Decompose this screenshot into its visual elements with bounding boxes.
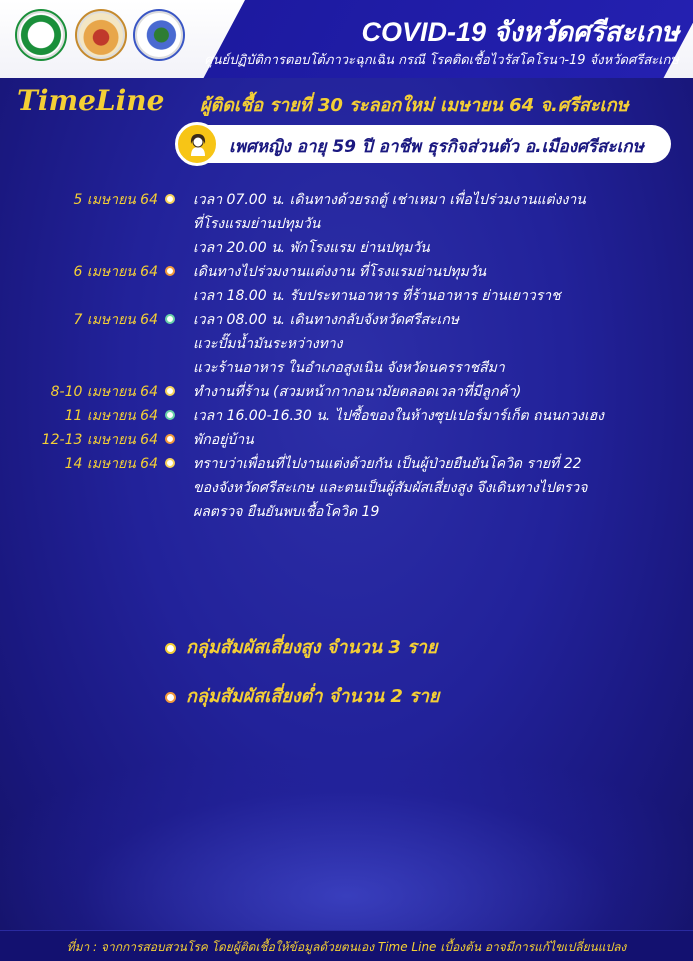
timeline-event-text: เวลา 08.00 น. เดินทางกลับจังหวัดศรีสะเกษ <box>193 312 460 328</box>
timeline-event-text: ทราบว่าเพื่อนที่ไปงานแต่งด้วยกัน เป็นผู้ป่วยยืนยันโควิด รายที่ 22 <box>193 456 582 472</box>
header-subtitle: ศูนย์ปฏิบัติการตอบโต้ภาวะฉุกเฉิน กรณี โรคติดเชื้อไวรัสโคโรนา-19 จังหวัดศรีสะเกษ <box>204 53 679 68</box>
timeline-row <box>0 210 693 234</box>
timeline-row <box>0 474 693 498</box>
timeline-event-text: ของจังหวัดศรีสะเกษ และตนเป็นผู้สัมผัสเสี่ยงสูง จึงเดินทางไปตรวจ <box>193 480 588 496</box>
low-risk-summary <box>165 681 439 710</box>
timeline-event-text: เวลา 07.00 น. เดินทางด้วยรถตู้ เช่าเหมา เพื่อไปร่วมงานแต่งงาน <box>193 192 586 208</box>
timeline-event-text: เวลา 16.00-16.30 น. ไปซื้อของในห้างซุปเปอร์มาร์เก็ต ถนนกวงเฮง <box>193 408 605 424</box>
timeline-date: 14 เมษายน 64 <box>64 456 158 472</box>
timeline-event-text: แวะร้านอาหาร ในอำเภอสูงเนิน จังหวัดนครราชสีมา <box>193 360 505 376</box>
timeline-date: 5 เมษายน 64 <box>73 192 158 208</box>
footer-source-note: ที่มา : จากการสอบสวนโรค โดยผู้ติดเชื้อให้ข้อมูลด้วยตนเอง Time Line เบื้องต้น อาจมีการแก้ไขเปลี่ยนแปลง <box>66 940 627 954</box>
timeline-dot-icon <box>165 194 175 204</box>
header-title: COVID-19 จังหวัดศรีสะเกษ <box>361 17 679 47</box>
timeline-dot-icon <box>165 458 175 468</box>
timeline-event-text: เวลา 18.00 น. รับประทานอาหาร ที่ร้านอาหาร ย่านเยาวราช <box>193 288 561 304</box>
timeline-list <box>0 186 693 522</box>
timeline-dot-icon <box>165 266 175 276</box>
timeline-row <box>0 282 693 306</box>
timeline-label: TimeLine <box>17 84 165 117</box>
timeline-row <box>0 186 693 210</box>
timeline-row <box>0 306 693 330</box>
timeline-dot-icon <box>165 434 175 444</box>
timeline-date: 8-10 เมษายน 64 <box>50 384 158 400</box>
high-risk-text: กลุ่มสัมผัสเสี่ยงสูง จำนวน 3 ราย <box>186 637 438 658</box>
timeline-event-text: ผลตรวจ ยืนยันพบเชื้อโควิด 19 <box>193 504 380 520</box>
timeline-event-text: เดินทางไปร่วมงานแต่งงาน ที่โรงแรมย่านปทุมวัน <box>193 264 487 280</box>
timeline-row <box>0 378 693 402</box>
timeline-date: 7 เมษายน 64 <box>73 312 158 328</box>
header-bar <box>0 0 693 78</box>
timeline-dot-icon <box>165 314 175 324</box>
high-risk-summary <box>165 632 437 661</box>
timeline-row <box>0 450 693 474</box>
case-heading: ผู้ติดเชื้อ รายที่ 30 ระลอกใหม่ เมษายน 64 จ.ศรีสะเกษ <box>200 95 629 116</box>
background-glow <box>0 760 693 930</box>
timeline-row <box>0 258 693 282</box>
timeline-event-text: พักอยู่บ้าน <box>193 432 254 448</box>
timeline-event-text: แวะปั๊มน้ำมันระหว่างทาง <box>193 336 343 352</box>
bullet-icon <box>165 692 176 703</box>
timeline-dot-icon <box>165 410 175 420</box>
patient-info-text: เพศหญิง อายุ 59 ปี อาชีพ ธุรกิจส่วนตัว อ.เมืองศรีสะเกษ <box>229 137 644 157</box>
provincial-health-logo-icon <box>133 9 185 61</box>
timeline-row <box>0 498 693 522</box>
timeline-event-text: ที่โรงแรมย่านปทุมวัน <box>193 216 321 232</box>
timeline-event-text: เวลา 20.00 น. พักโรงแรม ย่านปทุมวัน <box>193 240 430 256</box>
timeline-date: 11 เมษายน 64 <box>64 408 158 424</box>
patient-info-pill <box>177 125 671 163</box>
moph-logo-icon <box>15 9 67 61</box>
timeline-row <box>0 426 693 450</box>
province-seal-icon <box>75 9 127 61</box>
timeline-row <box>0 330 693 354</box>
woman-avatar-icon <box>175 122 219 166</box>
low-risk-text: กลุ่มสัมผัสเสี่ยงต่ำ จำนวน 2 ราย <box>186 686 440 707</box>
bullet-icon <box>165 643 176 654</box>
timeline-row <box>0 234 693 258</box>
timeline-date: 12-13 เมษายน 64 <box>41 432 158 448</box>
timeline-row <box>0 402 693 426</box>
timeline-date: 6 เมษายน 64 <box>73 264 158 280</box>
timeline-dot-icon <box>165 386 175 396</box>
timeline-event-text: ทำงานที่ร้าน (สวมหน้ากากอนามัยตลอดเวลาที่มีลูกค้า) <box>193 384 522 400</box>
footer-bar <box>0 930 693 961</box>
timeline-row <box>0 354 693 378</box>
